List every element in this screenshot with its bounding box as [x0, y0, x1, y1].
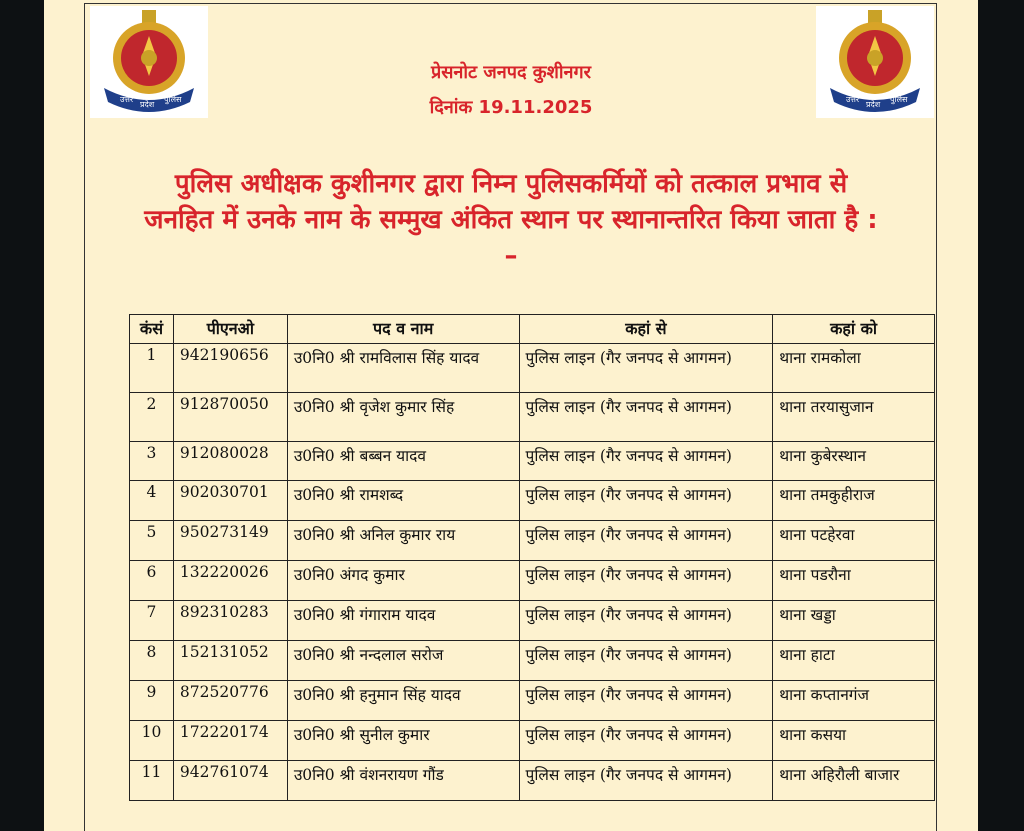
row-from: पुलिस लाइन (गैर जनपद से आगमन): [519, 721, 773, 761]
table-row: [130, 601, 935, 641]
row-to: थाना कसया: [773, 721, 935, 761]
row-to: थाना तरयासुजान: [773, 393, 935, 442]
row-name: उ0नि0 श्री वंशनरायण गौंड: [287, 761, 519, 801]
emblem-text-mid: प्रदेश: [866, 100, 881, 109]
row-serial: 8: [130, 641, 174, 681]
row-to: थाना अहिरौली बाजार: [773, 761, 935, 801]
row-name: उ0नि0 श्री बब्बन यादव: [287, 442, 519, 481]
header-rank-name: पद व नाम: [287, 315, 519, 344]
row-serial: 3: [130, 442, 174, 481]
table-row: [130, 681, 935, 721]
emblem-text-left: उत्तर: [120, 95, 134, 104]
row-to: थाना रामकोला: [773, 344, 935, 393]
table-row: [130, 481, 935, 521]
emblem-text-right: पुलिस: [890, 95, 908, 104]
press-note-title: प्रेसनोट जनपद कुशीनगर: [430, 62, 591, 83]
row-pno: 942190656: [173, 344, 287, 393]
row-pno: 912080028: [173, 442, 287, 481]
row-name: उ0नि0 श्री रामविलास सिंह यादव: [287, 344, 519, 393]
row-serial: 1: [130, 344, 174, 393]
row-pno: 132220026: [173, 561, 287, 601]
row-name: उ0नि0 श्री अनिल कुमार राय: [287, 521, 519, 561]
header-pno: पीएनओ: [173, 315, 287, 344]
row-pno: 950273149: [173, 521, 287, 561]
row-serial: 9: [130, 681, 174, 721]
row-name: उ0नि0 श्री सुनील कुमार: [287, 721, 519, 761]
row-to: थाना तमकुहीराज: [773, 481, 935, 521]
row-serial: 6: [130, 561, 174, 601]
row-serial: 10: [130, 721, 174, 761]
row-pno: 942761074: [173, 761, 287, 801]
row-pno: 912870050: [173, 393, 287, 442]
table-row: [130, 393, 935, 442]
row-to: थाना कुबेरस्थान: [773, 442, 935, 481]
table-row: [130, 442, 935, 481]
emblem-text-left: उत्तर: [846, 95, 860, 104]
row-name: उ0नि0 श्री नन्दलाल सरोज: [287, 641, 519, 681]
table-row: [130, 344, 935, 393]
row-from: पुलिस लाइन (गैर जनपद से आगमन): [519, 681, 773, 721]
emblem-text-right: पुलिस: [164, 95, 182, 104]
row-from: पुलिस लाइन (गैर जनपद से आगमन): [519, 761, 773, 801]
row-from: पुलिस लाइन (गैर जनपद से आगमन): [519, 601, 773, 641]
table-row: [130, 641, 935, 681]
table-row: [130, 761, 935, 801]
row-to: थाना खड्डा: [773, 601, 935, 641]
row-to: थाना हाटा: [773, 641, 935, 681]
row-from: पुलिस लाइन (गैर जनपद से आगमन): [519, 393, 773, 442]
row-pno: 152131052: [173, 641, 287, 681]
row-pno: 892310283: [173, 601, 287, 641]
row-serial: 2: [130, 393, 174, 442]
row-from: पुलिस लाइन (गैर जनपद से आगमन): [519, 561, 773, 601]
row-to: थाना पडरौना: [773, 561, 935, 601]
row-pno: 172220174: [173, 721, 287, 761]
header-from: कहां से: [519, 315, 773, 344]
row-name: उ0नि0 श्री हनुमान सिंह यादव: [287, 681, 519, 721]
row-from: पुलिस लाइन (गैर जनपद से आगमन): [519, 442, 773, 481]
press-note-date: दिनांक 19.11.2025: [429, 97, 593, 118]
row-to: थाना पटहेरवा: [773, 521, 935, 561]
transfer-order-text: पुलिस अधीक्षक कुशीनगर द्वारा निम्न पुलिसकर्मियों को तत्काल प्रभाव से जनहित में उनके नाम के सम्मुख अंकित स्थान पर स्थानान्तरित किया जाता है : –: [144, 169, 878, 271]
document-page: [44, 0, 978, 831]
row-name: उ0नि0 अंगद कुमार: [287, 561, 519, 601]
row-name: उ0नि0 श्री वृजेश कुमार सिंह: [287, 393, 519, 442]
row-serial: 4: [130, 481, 174, 521]
table-row: [130, 561, 935, 601]
row-from: पुलिस लाइन (गैर जनपद से आगमन): [519, 344, 773, 393]
table-row: [130, 721, 935, 761]
row-serial: 7: [130, 601, 174, 641]
row-serial: 11: [130, 761, 174, 801]
header-to: कहां को: [773, 315, 935, 344]
table-row: [130, 521, 935, 561]
transfer-table: [129, 314, 935, 801]
row-from: पुलिस लाइन (गैर जनपद से आगमन): [519, 481, 773, 521]
table-header-row: [130, 315, 935, 344]
row-pno: 902030701: [173, 481, 287, 521]
emblem-text-mid: प्रदेश: [140, 100, 155, 109]
row-to: थाना कप्तानगंज: [773, 681, 935, 721]
row-from: पुलिस लाइन (गैर जनपद से आगमन): [519, 521, 773, 561]
row-from: पुलिस लाइन (गैर जनपद से आगमन): [519, 641, 773, 681]
header-serial: कंसं: [130, 315, 174, 344]
row-name: उ0नि0 श्री गंगाराम यादव: [287, 601, 519, 641]
row-pno: 872520776: [173, 681, 287, 721]
row-serial: 5: [130, 521, 174, 561]
row-name: उ0नि0 श्री रामशब्द: [287, 481, 519, 521]
